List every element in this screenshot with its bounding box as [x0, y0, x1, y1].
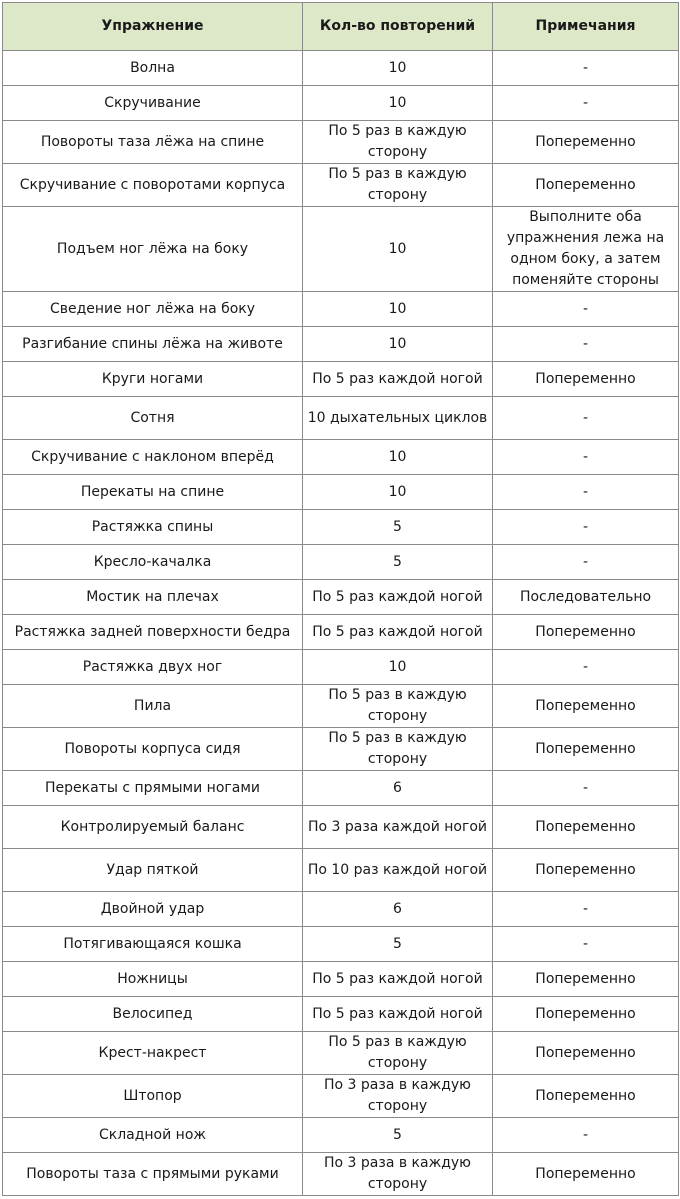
- cell-reps: 5: [303, 545, 493, 580]
- cell-exercise: Сотня: [3, 397, 303, 440]
- cell-reps: 10: [303, 650, 493, 685]
- cell-exercise: Перекаты на спине: [3, 475, 303, 510]
- cell-exercise: Двойной удар: [3, 892, 303, 927]
- cell-notes: Попеременно: [493, 1075, 679, 1118]
- table-row: [3, 615, 679, 650]
- cell-reps: 6: [303, 771, 493, 806]
- cell-exercise: Ножницы: [3, 962, 303, 997]
- cell-exercise: Повороты корпуса сидя: [3, 728, 303, 771]
- cell-exercise: Круги ногами: [3, 362, 303, 397]
- table-row: [3, 121, 679, 164]
- cell-exercise: Перекаты с прямыми ногами: [3, 771, 303, 806]
- cell-exercise: Крест-накрест: [3, 1032, 303, 1075]
- table-row: [3, 580, 679, 615]
- cell-reps: По 3 раза в каждую сторону: [303, 1153, 493, 1196]
- cell-notes: Попеременно: [493, 806, 679, 849]
- cell-reps: По 5 раз каждой ногой: [303, 362, 493, 397]
- cell-reps: 5: [303, 1118, 493, 1153]
- cell-reps: 5: [303, 927, 493, 962]
- cell-exercise: Пила: [3, 685, 303, 728]
- cell-exercise: Подъем ног лёжа на боку: [3, 207, 303, 292]
- table-row: [3, 510, 679, 545]
- cell-notes: Последовательно: [493, 580, 679, 615]
- cell-reps: По 10 раз каждой ногой: [303, 849, 493, 892]
- cell-exercise: Повороты таза лёжа на спине: [3, 121, 303, 164]
- cell-notes: Выполните оба упражнения лежа на одном боку, а затем поменяйте стороны: [493, 207, 679, 292]
- cell-reps: По 5 раз каждой ногой: [303, 997, 493, 1032]
- header-row: [3, 3, 679, 51]
- header-reps: Кол-во повторений: [303, 3, 493, 51]
- table-row: [3, 362, 679, 397]
- table-row: [3, 292, 679, 327]
- cell-notes: Попеременно: [493, 685, 679, 728]
- table-row: [3, 997, 679, 1032]
- cell-exercise: Складной нож: [3, 1118, 303, 1153]
- cell-exercise: Потягивающаяся кошка: [3, 927, 303, 962]
- table-row: [3, 728, 679, 771]
- cell-reps: 10: [303, 292, 493, 327]
- cell-reps: По 5 раз в каждую сторону: [303, 1032, 493, 1075]
- table-row: [3, 1153, 679, 1196]
- cell-notes: -: [493, 86, 679, 121]
- cell-notes: -: [493, 892, 679, 927]
- cell-exercise: Кресло-качалка: [3, 545, 303, 580]
- cell-notes: -: [493, 327, 679, 362]
- cell-exercise: Разгибание спины лёжа на животе: [3, 327, 303, 362]
- cell-reps: По 3 раза в каждую сторону: [303, 1075, 493, 1118]
- cell-reps: 10 дыхательных циклов: [303, 397, 493, 440]
- cell-notes: -: [493, 927, 679, 962]
- cell-reps: По 5 раз в каждую сторону: [303, 121, 493, 164]
- header-notes: Примечания: [493, 3, 679, 51]
- cell-notes: -: [493, 650, 679, 685]
- cell-reps: 5: [303, 510, 493, 545]
- cell-notes: Попеременно: [493, 121, 679, 164]
- table-row: [3, 51, 679, 86]
- table-row: [3, 207, 679, 292]
- table-row: [3, 806, 679, 849]
- table-row: [3, 771, 679, 806]
- cell-exercise: Растяжка задней поверхности бедра: [3, 615, 303, 650]
- cell-reps: 10: [303, 86, 493, 121]
- cell-notes: Попеременно: [493, 997, 679, 1032]
- table-row: [3, 164, 679, 207]
- cell-notes: -: [493, 51, 679, 86]
- cell-reps: По 5 раз каждой ногой: [303, 580, 493, 615]
- cell-exercise: Волна: [3, 51, 303, 86]
- table-header: [3, 3, 679, 51]
- cell-notes: -: [493, 292, 679, 327]
- cell-notes: -: [493, 1118, 679, 1153]
- cell-exercise: Скручивание с поворотами корпуса: [3, 164, 303, 207]
- cell-reps: По 5 раз каждой ногой: [303, 615, 493, 650]
- cell-notes: Попеременно: [493, 362, 679, 397]
- table-row: [3, 1118, 679, 1153]
- cell-exercise: Штопор: [3, 1075, 303, 1118]
- cell-reps: 10: [303, 207, 493, 292]
- cell-exercise: Контролируемый баланс: [3, 806, 303, 849]
- table-row: [3, 1075, 679, 1118]
- table-row: [3, 545, 679, 580]
- cell-notes: -: [493, 440, 679, 475]
- table-row: [3, 440, 679, 475]
- cell-exercise: Повороты таза с прямыми руками: [3, 1153, 303, 1196]
- cell-reps: По 3 раза каждой ногой: [303, 806, 493, 849]
- cell-reps: 10: [303, 51, 493, 86]
- cell-reps: По 5 раз в каждую сторону: [303, 728, 493, 771]
- cell-notes: Попеременно: [493, 1032, 679, 1075]
- cell-notes: -: [493, 510, 679, 545]
- cell-exercise: Растяжка спины: [3, 510, 303, 545]
- cell-reps: 10: [303, 327, 493, 362]
- cell-reps: 6: [303, 892, 493, 927]
- cell-exercise: Сведение ног лёжа на боку: [3, 292, 303, 327]
- cell-exercise: Скручивание с наклоном вперёд: [3, 440, 303, 475]
- table-row: [3, 650, 679, 685]
- cell-notes: Попеременно: [493, 728, 679, 771]
- cell-reps: 10: [303, 475, 493, 510]
- cell-exercise: Велосипед: [3, 997, 303, 1032]
- table-body: [3, 51, 679, 1196]
- cell-reps: По 5 раз в каждую сторону: [303, 164, 493, 207]
- exercise-table: [2, 2, 679, 1196]
- cell-reps: По 5 раз каждой ногой: [303, 962, 493, 997]
- cell-notes: Попеременно: [493, 615, 679, 650]
- table-row: [3, 1032, 679, 1075]
- cell-notes: -: [493, 397, 679, 440]
- table-row: [3, 962, 679, 997]
- table-row: [3, 397, 679, 440]
- cell-notes: -: [493, 771, 679, 806]
- cell-exercise: Растяжка двух ног: [3, 650, 303, 685]
- cell-notes: Попеременно: [493, 962, 679, 997]
- cell-notes: -: [493, 545, 679, 580]
- table-row: [3, 927, 679, 962]
- cell-notes: Попеременно: [493, 1153, 679, 1196]
- table-row: [3, 327, 679, 362]
- table-row: [3, 475, 679, 510]
- cell-notes: -: [493, 475, 679, 510]
- table-row: [3, 86, 679, 121]
- table-row: [3, 685, 679, 728]
- cell-exercise: Скручивание: [3, 86, 303, 121]
- cell-notes: Попеременно: [493, 164, 679, 207]
- table-row: [3, 849, 679, 892]
- cell-notes: Попеременно: [493, 849, 679, 892]
- cell-exercise: Мостик на плечах: [3, 580, 303, 615]
- cell-reps: 10: [303, 440, 493, 475]
- header-exercise: Упражнение: [3, 3, 303, 51]
- cell-reps: По 5 раз в каждую сторону: [303, 685, 493, 728]
- table-row: [3, 892, 679, 927]
- cell-exercise: Удар пяткой: [3, 849, 303, 892]
